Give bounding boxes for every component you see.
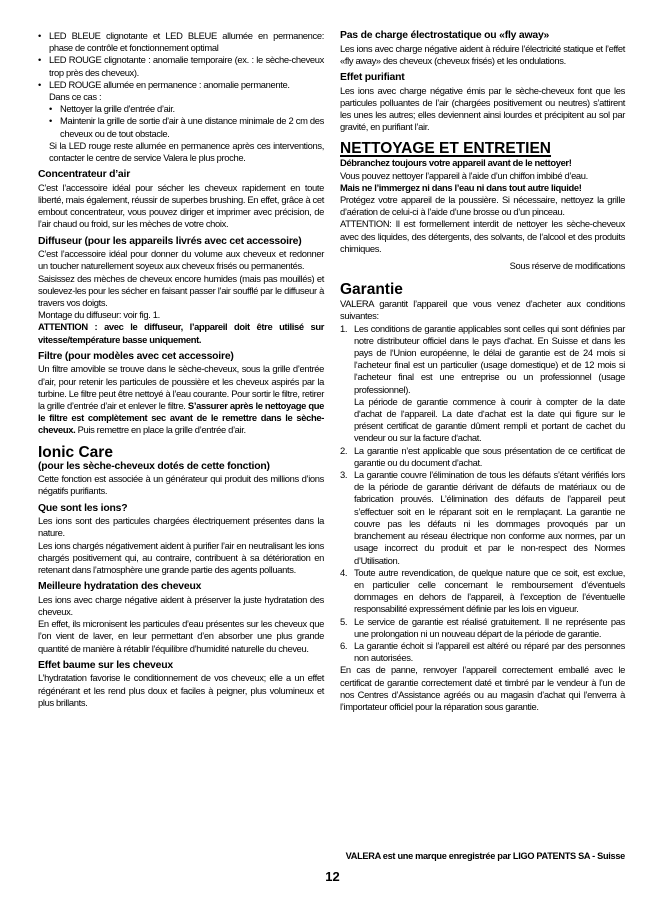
guarantee-item-number: 2.	[340, 444, 348, 456]
static-heading: Pas de charge électrostatique ou «fly away»	[340, 30, 550, 41]
led-status-list	[38, 30, 324, 140]
guarantee-item-text: Les conditions de garantie applicables sont celles qui sont définies par notre distributeur officiel dans le pays d‘achat. En Suisse et dans les pays de l‘Union européenne, le délai de garantie est de 24 mois si l‘acheteur final est un particulier (usage domestique) et de 12 mois si l‘acheteur final est une entreprise ou un professionnel (usage professionnel).	[354, 322, 625, 395]
guarantee-item-number: 3.	[340, 469, 348, 481]
guarantee-intro: VALERA garantit l’appareil que vous venez d’acheter aux conditions suivantes:	[340, 298, 625, 322]
diffuser-paragraph: C’est l’accessoire idéal pour donner du volume aux cheveux et redonner un toucher naturellement soyeux aux cheveux frisés ou permanentés.	[38, 248, 324, 272]
ionic-care-intro: Cette fonction est associée à un générateur qui produit des millions d’ions négatifs purifiants.	[38, 473, 324, 497]
led-case-intro: Dans ce cas :	[49, 91, 102, 103]
ions-paragraph: Les ions sont des particules chargées électriquement présentes dans la nature.	[38, 515, 324, 539]
guarantee-item-text: La garantie échoit si l’appareil est altéré ou réparé par des personnes non autorisées.	[354, 639, 625, 664]
guarantee-list	[340, 323, 625, 665]
guarantee-heading: Garantie	[340, 281, 403, 299]
hydration-paragraph: Les ions avec charge négative aident à préserver la juste hydratation des cheveux.	[38, 593, 324, 618]
led-case-item: • Nettoyer la grille d’entrée d’air.	[49, 103, 324, 115]
led-list-item	[38, 79, 324, 140]
led-case-note: Si la LED rouge reste allumée en permanence après ces interventions, contacter le centre de service Valera le plus proche.	[49, 139, 324, 164]
guarantee-item-number: 4.	[340, 566, 348, 578]
guarantee-item-number: 1.	[340, 322, 348, 334]
guarantee-item-text: Le service de garantie est réalisé gratuitement. Il ne représente pas une prolongation ni un nouveau départ de la période de garantie.	[354, 615, 625, 639]
cleaning-paragraph: Vous pouvez nettoyer l’appareil à l’aide d’un chiffon imbibé d’eau.	[340, 169, 588, 181]
guarantee-item-text: La garantie n’est applicable que sous présentation de ce certificat de garantie ou du document d’achat.	[354, 444, 625, 468]
balm-paragraph: L’hydratation favorise le conditionnement de vos cheveux; elle a un effet régénérant et les rend plus doux et faciles à peigner, plus volumineux et plus brillants.	[38, 672, 324, 708]
cleaning-heading: NETTOYAGE ET ENTRETIEN	[340, 140, 552, 158]
led-list-item: • LED BLEUE clignotante et LED BLEUE allumée en permanence: phase de contrôle et fonctionnement optimal	[38, 30, 324, 54]
guarantee-item-text: La garantie couvre l’élimination de tous les défauts s’étant vérifiés lors de la période de garantie dérivant de défauts de matériaux ou de fabrication prouvés. L’élimination des défauts de l’appareil peut s’effectuer soit en le réparant soit en le remplaçant. La garantie ne couvre pas les défauts ni les dommages provoqués par un branchement au réseau électrique non conforme aux normes, par un usage incorrect du produit et par le non-respect des Normes d’Utilisation.	[354, 469, 625, 566]
concentrator-text: C’est l’accessoire idéal pour sécher les cheveux rapidement en toute liberté, mais également, réussir de superbes brushing. En effet, grâce à cet embout concentrateur, vous pouvez diriger et imprimer avec précision, de l’air chaud ou froid, sur les mèches de votre choix.	[38, 181, 324, 230]
hydration-heading: Meilleure hydratation des cheveux	[38, 581, 202, 593]
hydration-paragraph: En effet, ils micronisent les particules d’eau présentes sur les cheveux que l’on vient de laver, en leur permettant d’en absorber une plus grande quantité de manière à rétablir l’équilibre d’humidité naturelle du cheveu.	[38, 618, 324, 654]
filter-text: Un filtre amovible se trouve dans le sèche-cheveux, sous la grille d’entrée d’air, pour retenir les particules de poussière et les cheveux aspirés par la turbine. Le filtre peut être nettoyé à l’eau courante. Pour sortir le filtre, retirer la grille d’entrée d’air et enlever le filtre. S’assurer après le nettoyage que le filtre est complètement sec avant de le remettre dans le sèche-cheveux. Puis remettre en place la grille d’entrée d’air.	[38, 363, 324, 436]
cleaning-paragraph: ATTENTION: Il est formellement interdit de nettoyer les sèche-cheveux avec des liquides, des détergents, des solvants, de l‘alcool et des produits chimiques.	[340, 218, 625, 254]
right-column	[340, 30, 625, 713]
guarantee-closing: En cas de panne, renvoyer l’appareil correctement emballé avec le certificat de garantie correctement daté et timbré par le vendeur à l’un de nos Centres d’Assistance agréés ou au magasin d’achat qui l’enverra à l’importateur officiel pour la réparation sous garantie.	[340, 664, 625, 712]
cleaning-paragraph: Protégez votre appareil de la poussière. Si nécessaire, nettoyez la grille d’aération de celui-ci à l’aide d’une brosse ou d’un pinceau.	[340, 194, 625, 218]
led-list-item: • LED ROUGE clignotante : anomalie temporaire (ex. : le sèche-cheveux trop près des cheveux).	[38, 54, 324, 78]
led-list-item-text: LED ROUGE allumée en permanence : anomalie permanente.	[49, 78, 290, 90]
filter-heading: Filtre (pour modèles avec cet accessoire)	[38, 350, 234, 362]
ionic-care-heading: Ionic Care	[38, 443, 113, 461]
left-column	[38, 30, 324, 709]
guarantee-item	[340, 469, 625, 567]
guarantee-item	[340, 640, 625, 664]
led-case-list	[49, 103, 324, 140]
guarantee-item-extra: La période de garantie commence à courir à compter de la date d‘achat de l‘appareil. La date d‘achat est la date qui figure sur le présent certificat de garantie dûment rempli et portant de cachet du vendeur ou sur la facture d‘achat.	[354, 395, 625, 444]
diffuser-heading: Diffuseur (pour les appareils livrés avec cet accessoire)	[38, 235, 302, 247]
guarantee-item-number: 5.	[340, 615, 348, 627]
guarantee-item-number: 6.	[340, 639, 348, 651]
page-number: 12	[325, 869, 340, 884]
trademark-note: VALERA est une marque enregistrée par LIGO PATENTS SA - Suisse	[345, 851, 625, 861]
balm-heading: Effet baume sur les cheveux	[38, 659, 173, 671]
guarantee-item	[340, 567, 625, 616]
reserve-note: Sous réserve de modifications	[509, 260, 625, 272]
guarantee-item	[340, 323, 625, 445]
guarantee-item	[340, 445, 625, 469]
cleaning-warning: Mais ne l’immergez ni dans l’eau ni dans tout autre liquide!	[340, 181, 582, 193]
led-case-item: • Maintenir la grille de sortie d’air à une distance minimale de 2 cm des cheveux ou de tout obstacle.	[49, 115, 324, 139]
ions-heading: Que sont les ions?	[38, 502, 128, 514]
cleaning-warning: Débranchez toujours votre appareil avant de le nettoyer!	[340, 157, 572, 169]
static-paragraph: Les ions avec charge négative aident à réduire l’électricité statique et l’effet «fly away» des cheveux (cheveux frisés) et les ondulations.	[340, 42, 625, 66]
diffuser-warning: ATTENTION : avec le diffuseur, l’appareil doit être utilisé sur vitesse/température basse uniquement.	[38, 321, 324, 345]
guarantee-item	[340, 616, 625, 640]
ions-paragraph: Les ions chargés négativement aident à purifier l’air en neutralisant les ions chargés positivement qui, au contraire, contribuent à sa détérioration en retenant dans l’atmosphère une grande partie des agents polluants.	[38, 539, 324, 576]
guarantee-item-text: Toute autre revendication, de quelque nature que ce soit, est exclue, en particulier celle concernant le remboursement d’éventuels dommages en dehors de l’appareil, à l’exception de l’éventuelle responsabilité expressément définie par les lois en vigueur.	[354, 566, 625, 615]
diffuser-paragraph: Montage du diffuseur: voir fig. 1.	[38, 309, 160, 321]
ionic-care-subtitle: (pour les sèche-cheveux dotés de cette fonction)	[38, 460, 270, 472]
diffuser-paragraph: Saisissez des mèches de cheveux encore humides (mais pas mouillés) et soulevez-les pour les sécher en faisant passer l’air soufflé par le diffuseur à travers vos doigts.	[38, 272, 324, 309]
filter-warning: S’assurer après le nettoyage que le filtre est complètement sec avant de le remettre dans le sèche-cheveux.	[38, 400, 324, 436]
purifying-heading: Effet purifiant	[340, 72, 405, 83]
purifying-paragraph: Les ions avec charge négative émis par le sèche-cheveux font que les particules polluantes de l’air (chargées positivement ou neutres) s’attirent les unes les autres; elles deviennent ainsi lourdes et précipitent au sol par gravité, en purifiant l’air.	[340, 84, 625, 133]
concentrator-heading: Concentrateur d’air	[38, 169, 131, 181]
